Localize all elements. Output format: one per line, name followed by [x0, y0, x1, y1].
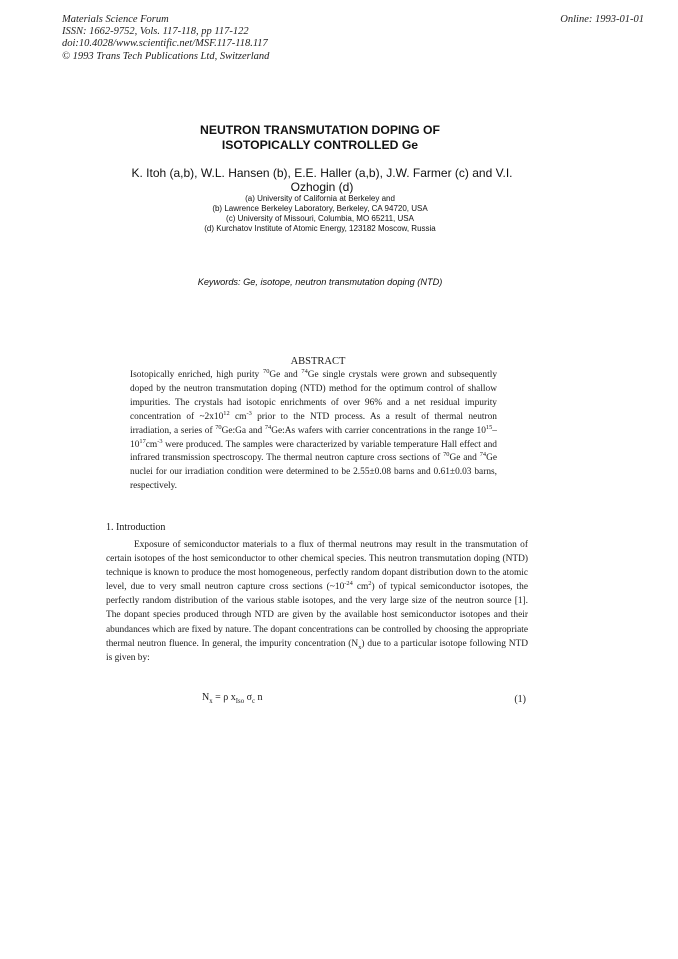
abstract-heading: ABSTRACT — [290, 356, 346, 367]
affiliations — [0, 194, 640, 234]
affiliation-c: (c) University of Missouri, Columbia, MO 65211, USA — [226, 214, 414, 223]
keywords: Keywords: Ge, isotope, neutron transmutation doping (NTD) — [197, 277, 443, 287]
affiliation-b: (b) Lawrence Berkeley Laboratory, Berkeley, CA 94720, USA — [212, 204, 428, 213]
title-line-2: ISOTOPICALLY CONTROLLED Ge — [221, 138, 419, 152]
journal-name: Materials Science Forum — [62, 14, 169, 25]
online-date: Online: 1993-01-01 — [560, 14, 644, 25]
doi-line: doi:10.4028/www.scientific.net/MSF.117-118.117 — [62, 38, 268, 50]
section-heading-introduction: 1. Introduction — [106, 522, 166, 533]
introduction-paragraph: Exposure of semiconductor materials to a flux of thermal neutrons may result in the transmutation of certain isotopes of the host semiconductor to other chemical species. This neutron transmutation doping (NTD) technique is known to produce the most homogeneous, perfectly random dopant distribution down to the atomic level, due to very small neutron capture cross sections ($\sim 10^{-24}$ $cm^2$) of typical semiconductor isotopes, the perfectly random distribution of the various stable isotopes, and the very large size of the neutron source [1]. The dopant species produced through NTD are given by the available host semiconductor isotopes and their abundances which are fixed by nature. The dopant concentrations can be controlled by choosing the appropriate thermal neutron fluence. In general, the impurity concentration $(N_x)$ due to a particular isotope following NTD is given by: — [106, 540, 528, 663]
issn-line: ISSN: 1662-9752, Vols. 117-118, pp 117-122 — [62, 26, 249, 38]
equation-1: $N_x = \rho$ $x_{Iso}$ $\sigma_c$ n — [202, 692, 263, 705]
author-list: K. Itoh (a,b), W.L. Hansen (b), E.E. Haller (a,b), J.W. Farmer (c) and V.I. Ozhogin (d) — [131, 166, 513, 194]
title-line-1: NEUTRON TRANSMUTATION DOPING OF — [200, 123, 440, 137]
paper-title — [0, 123, 640, 153]
abstract-text: Isotopically enriched, high purity $^{70}$Ge and $^{74}$Ge single crystals were grown and subsequently doped by the neutron transmutation doping (NTD) method for the optimum control of shallow impurities. The crystals had isotopic enrichments of over 96% and a net residual impurity concentration of $\sim 2x10^{12}$ $cm^{-3}$ prior to the NTD process. As a result of thermal neutron irradiation, a series of $^{70}$Ge:Ga and $^{74}$Ge:As wafers with carrier concentrations in the range $10^{15}-10^{17}cm^{-3}$ were produced. The samples were characterized by variable temperature Hall effect and infrared transmission spectroscopy. The thermal neutron capture cross sections of $^{70}$Ge and $^{74}$Ge nuclei for our irradiation condition were determined to be 2.55±0.08 barns and 0.61±0.03 barns, respectively. — [130, 367, 498, 492]
affiliation-a: (a) University of California at Berkeley and — [245, 194, 395, 203]
journal-header — [62, 14, 269, 63]
equation-number: (1) — [514, 694, 526, 705]
copyright-line: © 1993 Trans Tech Publications Ltd, Switzerland — [62, 50, 270, 62]
affiliation-d: (d) Kurchatov Institute of Atomic Energy, 123182 Moscow, Russia — [204, 224, 436, 233]
